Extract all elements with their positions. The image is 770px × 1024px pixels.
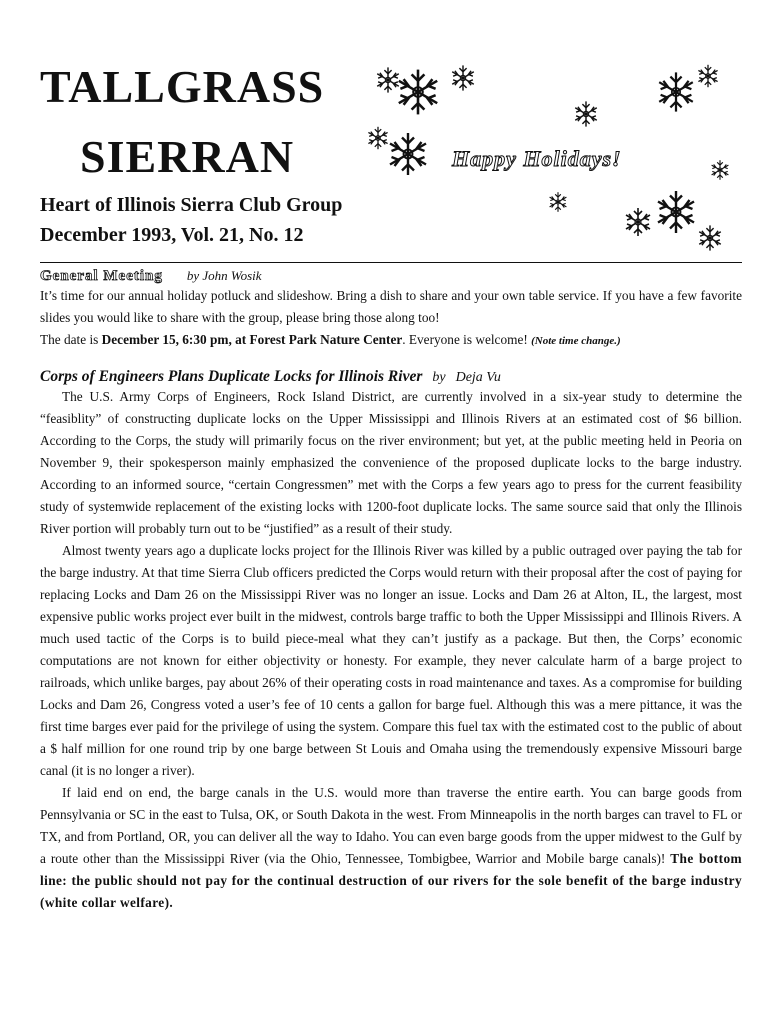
general-meeting-heading: General Meeting (40, 268, 163, 284)
paragraph-3-text: If laid end on end, the barge canals in the U.S. would more than traverse the entire earth. You can barge goods from Pennsylvania or SC in the east to Tulsa, OK, or South Dakota in the west. From Minneapolis in the north barges can travel to FL or TX, and from Portland, OR, you can deliver all the way to Idaho. You can even barge goods from the upper midwest to the Gulf by a route other than the Mississippi River (via the Ohio, Tennessee, Tombigbee, Warrior and Mobile barge canals)! (40, 785, 742, 866)
group-name: Heart of Illinois Sierra Club Group (40, 194, 343, 216)
holiday-greeting: Happy Holidays! (452, 146, 622, 171)
masthead (40, 0, 740, 262)
issue-info: December 1993, Vol. 21, No. 12 (40, 224, 304, 246)
article-paragraph-1: The U.S. Army Corps of Engineers, Rock Island District, are currently involved in a six-year study to determine the “feasiblity” of constructing duplicate locks on the Upper Mississippi and Illinois Rivers at an estimated cost of $6 billion. According to the Corps, the study will primarily focus on the river environment; but yet, at the public meeting held in Peoria on November 9, their spokesperson mainly emphasized the convenience of the proposed duplicate locks to the barge industry. According to an informed source, “certain Congressmen” met with the Corps a few years ago to press for the current feasibility study of systemwide replacement of the existing locks with 1200-foot duplicate locks. The same source said that only the Illinois River portion will probably turn out to be “justified” as a result of their study. (40, 389, 742, 536)
newsletter-title-line1: TALLGRASS (40, 61, 325, 112)
newsletter-title-line2: SIERRAN (80, 131, 295, 182)
article-by: by (432, 370, 446, 385)
general-meeting-header (40, 268, 742, 285)
general-meeting-byline: by John Wosik (186, 268, 262, 283)
newsletter-body (40, 268, 742, 914)
article-title: Corps of Engineers Plans Duplicate Locks for Illinois River (40, 368, 423, 385)
time-change-note: (Note time change.) (531, 335, 621, 347)
article-paragraph-2: Almost twenty years ago a duplicate locks project for the Illinois River was killed by a public outraged over paying the tab for the barge industry. At that time Sierra Club officers predicted the Corps would return with their proposal after the cost of paying for replacing Locks and Dam 26 on the Mississippi River was no longer an issue. Locks and Dam 26 at Alton, IL, the largest, most expensive public works project ever built in the midwest, controls barge traffic to both the Upper Mississippi and Illinois Rivers. A much used tactic of the Corps is to build piece-meal what they can’t justify as a package. But then, the Corps’ economic computations are not known for either objectivity or honesty. For example, they never calculate harm of a barge project to railroads, which unlike barges, pay about 26% of their operating costs in road maintenance and taxes. As a compromise for building Locks and Dam 26, Congress voted a user’s fee of 10 cents a gallon for barge fuel. Although this was a mere pittance, it was the first time barges ever paid for the privilege of using the system. Compare this fuel tax with the estimated cost to the public of about a $ half million for one round trip by one barge between St Louis and Omaha using the tremendously expensive Missouri barge canal (it is no longer a river). (40, 543, 742, 778)
general-meeting-text: It’s time for our annual holiday potluck and slideshow. Bring a dish to share and your own table service. If you have a few favorite slides you would like to share with the group, please bring those along too! (40, 288, 742, 325)
article-author: Deja Vu (455, 370, 501, 385)
general-meeting-date-line (40, 329, 742, 352)
meeting-date: December 15, 6:30 pm, at Forest Park Nature Center (101, 332, 403, 347)
article-paragraph-3 (40, 782, 742, 914)
header-divider (40, 262, 742, 263)
bottom-line-statement: The bottom line: the public should not pay for the continual destruction of our rivers for the sole benefit of the barge industry (white collar welfare). (40, 851, 742, 910)
article-header (40, 368, 742, 386)
welcome-text: . Everyone is welcome! (402, 332, 532, 347)
date-intro: The date is (40, 332, 102, 347)
